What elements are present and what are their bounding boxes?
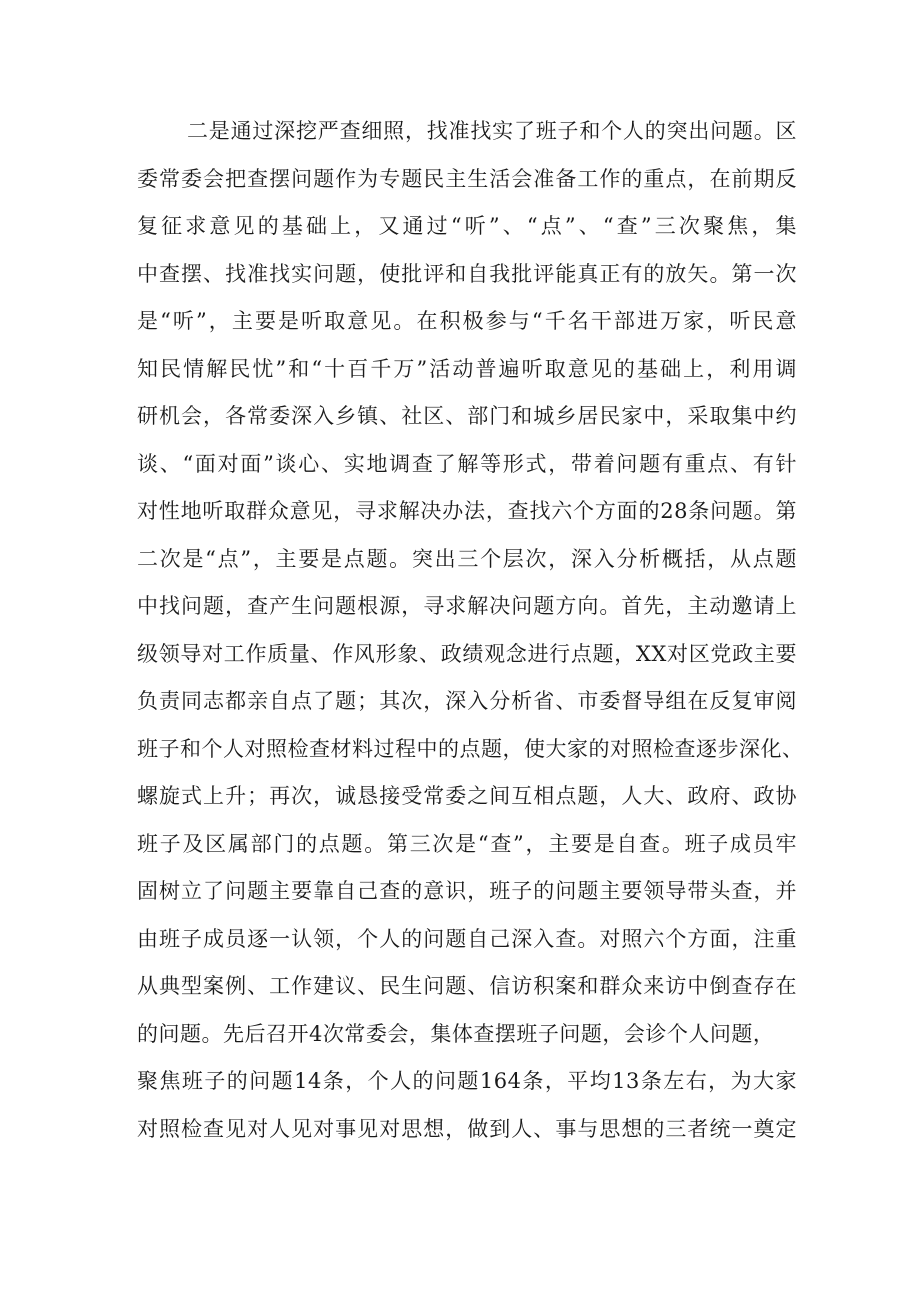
text-line: 复征求意见的基础上，又通过“听”、“点”、“查”三次聚焦，集 [137, 214, 797, 238]
text-line: 中找问题，查产生问题根源，寻求解决问题方向。首先，主动邀请上 [137, 594, 797, 618]
text-line: 聚焦班子的问题14条，个人的问题164条，平均13条左右，为大家 [137, 1069, 797, 1093]
text-line: 的问题。先后召开4次常委会，集体查摆班子问题，会诊个人问题， [137, 1021, 775, 1046]
text-line: 负责同志都亲自点了题；其次，深入分析省、市委督导组在反复审阅 [137, 689, 797, 713]
text-line: 班子及区属部门的点题。第三次是“查”，主要是自查。班子成员牢 [137, 831, 797, 856]
text-line: 从典型案例、工作建议、民生问题、信访积案和群众来访中倒查存在 [137, 974, 797, 998]
text-line: 谈、“面对面”谈心、实地调查了解等形式，带着问题有重点、有针 [137, 451, 797, 476]
paragraph [137, 108, 804, 1153]
text-line: 螺旋式上升；再次，诚恳接受常委之间互相点题，人大、政府、政协 [137, 784, 797, 808]
text-line: 委常委会把查摆问题作为专题民主生活会准备工作的重点，在前期反 [137, 166, 797, 191]
text-line: 知民情解民忧”和“十百千万”活动普遍听取意见的基础上，利用调 [137, 356, 797, 381]
text-line: 中查摆、找准找实问题，使批评和自我批评能真正有的放矢。第一次 [137, 261, 797, 286]
text-line: 是“听”，主要是听取意见。在积极参与“千名干部进万家，听民意 [137, 309, 797, 333]
text-line: 对性地听取群众意见，寻求解决办法，查找六个方面的28条问题。第 [137, 499, 797, 523]
text-line: 固树立了问题主要靠自己查的意识，班子的问题主要领导带头查，并 [137, 879, 797, 903]
text-line: 对照检查见对人见对事见对思想，做到人、事与思想的三者统一奠定 [137, 1116, 797, 1141]
text-line: 二次是“点”，主要是点题。突出三个层次，深入分析概括，从点题 [137, 546, 797, 571]
text-line: 由班子成员逐一认领，个人的问题自己深入查。对照六个方面，注重 [137, 926, 797, 951]
text-line: 二是通过深挖严查细照，找准找实了班子和个人的突出问题。区 [187, 119, 797, 143]
text-line: 级领导对工作质量、作风形象、政绩观念进行点题，XX对区党政主要 [137, 641, 797, 666]
text-line: 研机会，各常委深入乡镇、社区、部门和城乡居民家中，采取集中约 [137, 404, 797, 428]
text-line: 班子和个人对照检查材料过程中的点题，使大家的对照检查逐步深化、 [137, 736, 804, 761]
